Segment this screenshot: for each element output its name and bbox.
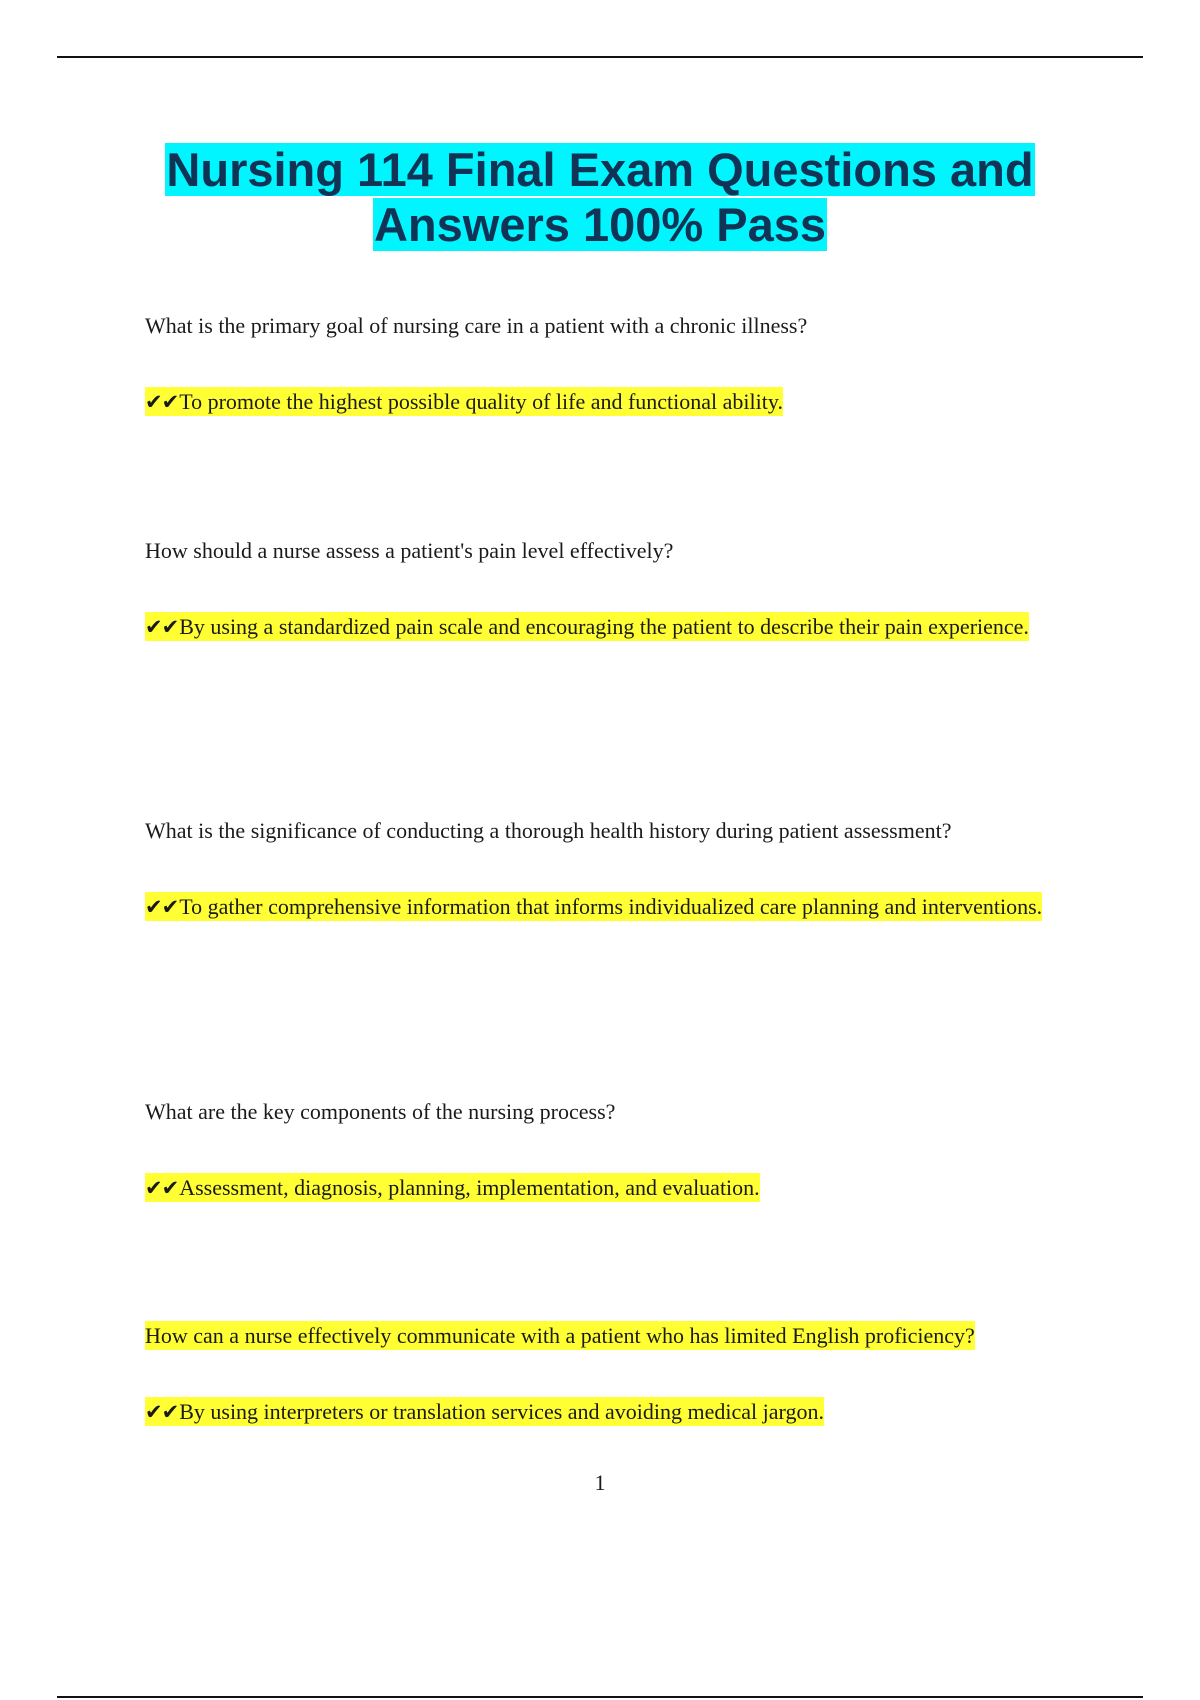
qa-item-2	[145, 521, 1065, 657]
answer-2-text: By using a standardized pain scale and encouraging the patient to describe their pain experience.	[179, 614, 1029, 639]
question-4-text: What are the key components of the nursing process?	[145, 1099, 616, 1124]
qa-item-3	[145, 801, 1065, 937]
answer-1	[145, 372, 1065, 432]
question-2	[145, 521, 1065, 581]
check-mark-icon: ✔✔	[145, 615, 179, 639]
question-2-text: How should a nurse assess a patient's pain level effectively?	[145, 538, 674, 563]
check-mark-icon: ✔✔	[145, 390, 179, 414]
answer-4	[145, 1158, 1065, 1218]
question-5-text: How can a nurse effectively communicate with a patient who has limited English proficiency?	[145, 1323, 975, 1348]
qa-item-1	[145, 296, 1065, 432]
check-mark-icon: ✔✔	[145, 1400, 179, 1424]
qa-item-4	[145, 1082, 1065, 1218]
question-5	[145, 1306, 1065, 1366]
header-rule	[57, 56, 1143, 58]
title-line-1: Nursing 114 Final Exam Questions and	[166, 143, 1034, 196]
answer-3-text: To gather comprehensive information that informs individualized care planning and interventions.	[179, 894, 1043, 919]
title-line-2: Answers 100% Pass	[373, 198, 826, 251]
question-1	[145, 296, 1065, 356]
question-3-text: What is the significance of conducting a thorough health history during patient assessment?	[145, 818, 952, 843]
answer-5-text: By using interpreters or translation services and avoiding medical jargon.	[179, 1399, 824, 1424]
document-title	[0, 142, 1200, 252]
answer-1-text: To promote the highest possible quality of life and functional ability.	[179, 389, 783, 414]
question-4	[145, 1082, 1065, 1142]
question-1-text: What is the primary goal of nursing care in a patient with a chronic illness?	[145, 313, 808, 338]
answer-5	[145, 1382, 1065, 1442]
answer-4-text: Assessment, diagnosis, planning, implementation, and evaluation.	[179, 1175, 760, 1200]
qa-item-5	[145, 1306, 1065, 1442]
answer-3	[145, 877, 1065, 937]
page-number: 1	[594, 1470, 606, 1495]
check-mark-icon: ✔✔	[145, 1176, 179, 1200]
question-3	[145, 801, 1065, 861]
check-mark-icon: ✔✔	[145, 895, 179, 919]
footer-rule	[57, 1696, 1143, 1698]
answer-2	[145, 597, 1065, 657]
